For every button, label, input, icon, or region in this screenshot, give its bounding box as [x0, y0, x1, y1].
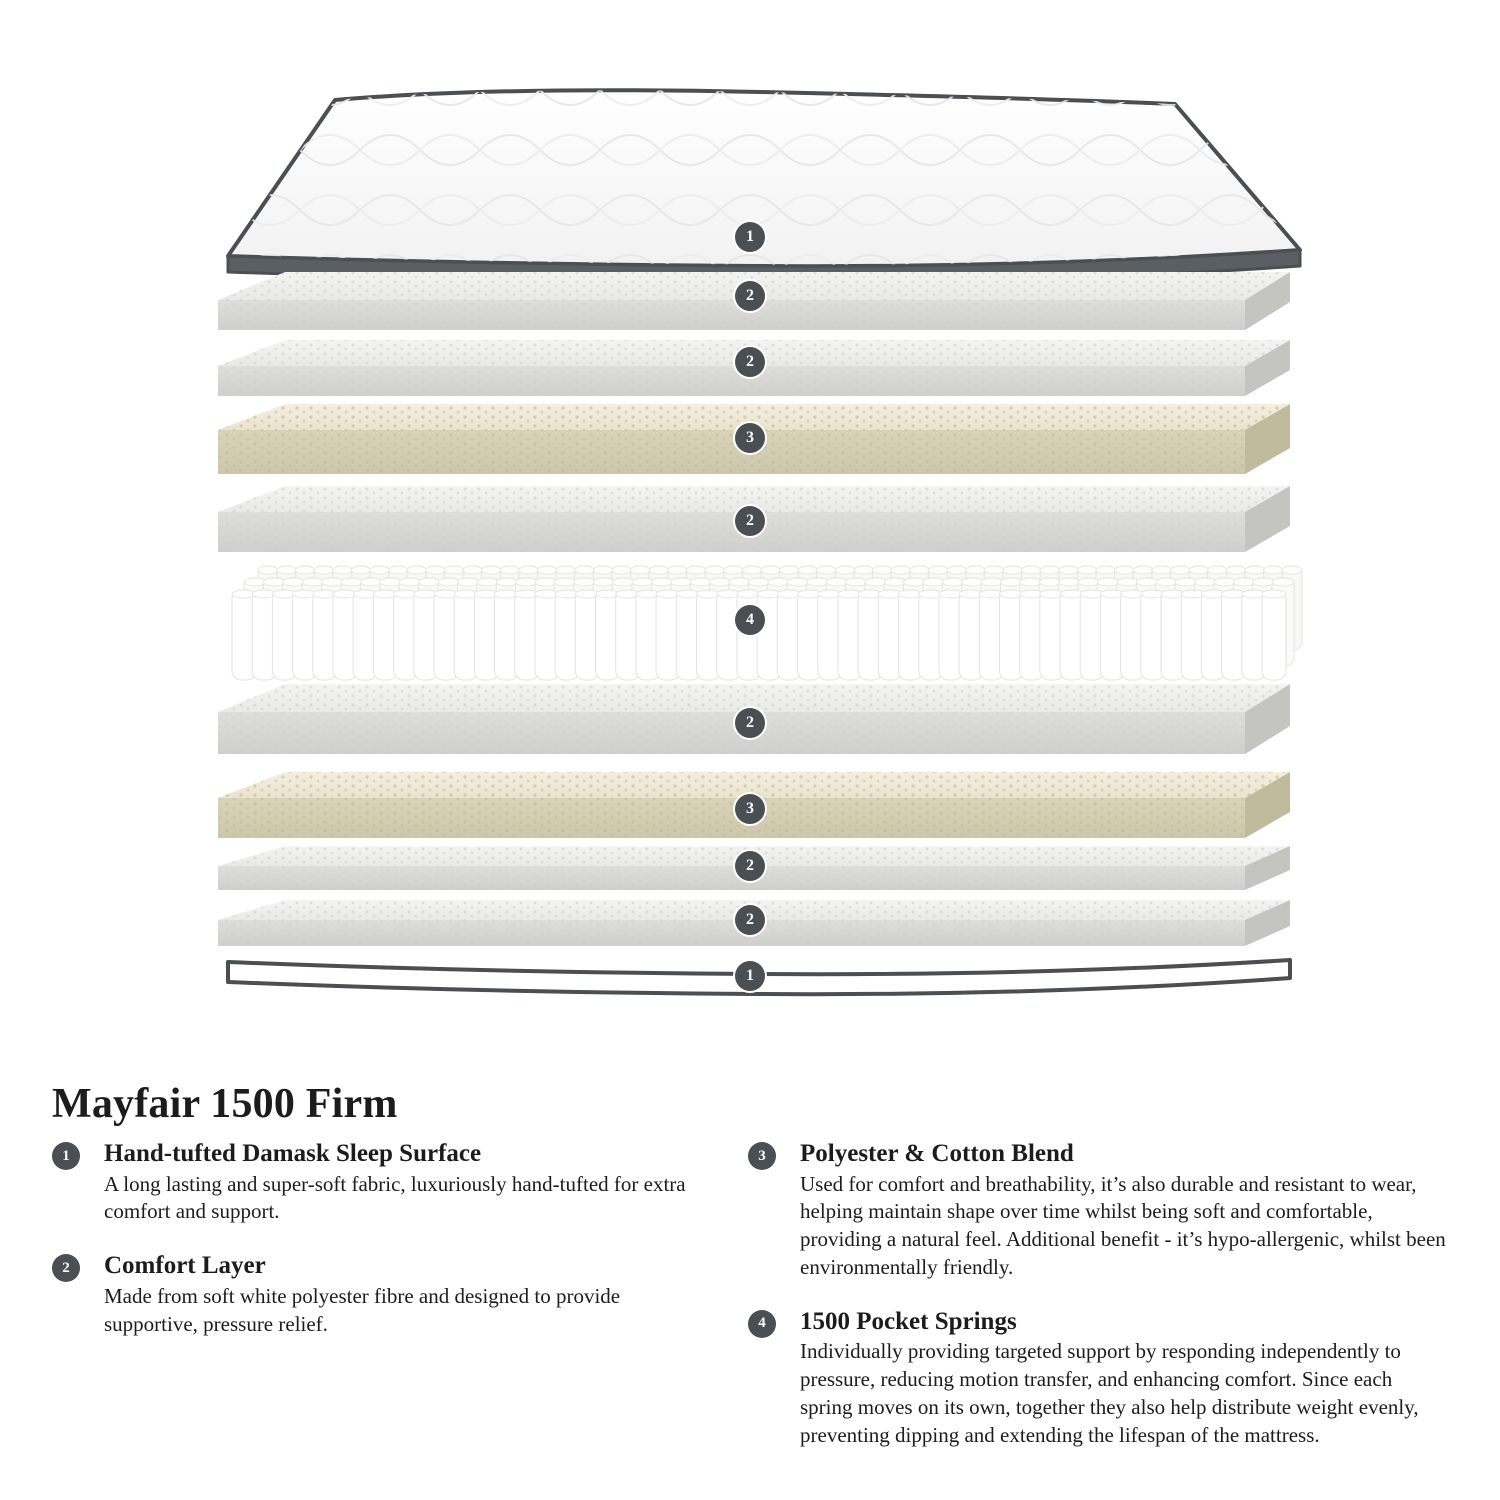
page-title: Mayfair 1500 Firm	[52, 1081, 398, 1128]
legend-entry-1	[52, 1140, 692, 1226]
legend-heading: Hand-tufted Damask Sleep Surface	[104, 1140, 482, 1167]
layer-badge-2: 2	[735, 708, 765, 738]
layer-badge-2: 2	[735, 281, 765, 311]
legend-body: Made from soft white polyester fibre and designed to provide supportive, pressure relief.	[104, 1283, 621, 1336]
legend-entry-3	[748, 1140, 1448, 1282]
pocket-spring-unit	[232, 566, 1302, 680]
legend-number-badge: 4	[748, 1310, 776, 1338]
layer-badge-1: 1	[735, 961, 765, 991]
layer-badge-1: 1	[735, 222, 765, 252]
legend-body: Used for comfort and breathability, it’s also durable and resistant to wear, helping maintain shape over time whilst being soft and comfortable, providing a natural feel. Additional benefit - it’s hypo-allergenic, whilst been environmentally friendly.	[800, 1171, 1446, 1279]
layer-badge-3: 3	[735, 423, 765, 453]
legend-body: A long lasting and super-soft fabric, luxuriously hand-tufted for extra comfort and support.	[104, 1171, 686, 1224]
legend-column-left	[52, 1140, 692, 1364]
layer-badge-3: 3	[735, 794, 765, 824]
legend-heading: Comfort Layer	[104, 1252, 266, 1280]
layer-badge-2: 2	[735, 506, 765, 536]
legend-number-badge: 3	[748, 1142, 776, 1170]
legend-heading: Polyester & Cotton Blend	[800, 1140, 1074, 1167]
legend-entry-4	[748, 1308, 1448, 1450]
legend-column-right	[748, 1140, 1448, 1475]
legend-number-badge: 1	[52, 1142, 80, 1170]
legend-number-badge: 2	[52, 1254, 80, 1282]
quilted-damask-top-layer	[228, 90, 1300, 282]
legend-entry-2	[52, 1252, 692, 1338]
layer-badge-2: 2	[735, 347, 765, 377]
legend-heading: 1500 Pocket Springs	[800, 1307, 1017, 1335]
layer-badge-4: 4	[735, 605, 765, 635]
layer-badge-2: 2	[735, 905, 765, 935]
layer-badge-2: 2	[735, 851, 765, 881]
legend-body: Individually providing targeted support by responding independently to pressure, reducing motion transfer, and enhancing comfort. Since each spring moves on its own, together they also help distribute weight evenly, preventing dipping and extending the lifespan of the mattress.	[800, 1339, 1419, 1447]
